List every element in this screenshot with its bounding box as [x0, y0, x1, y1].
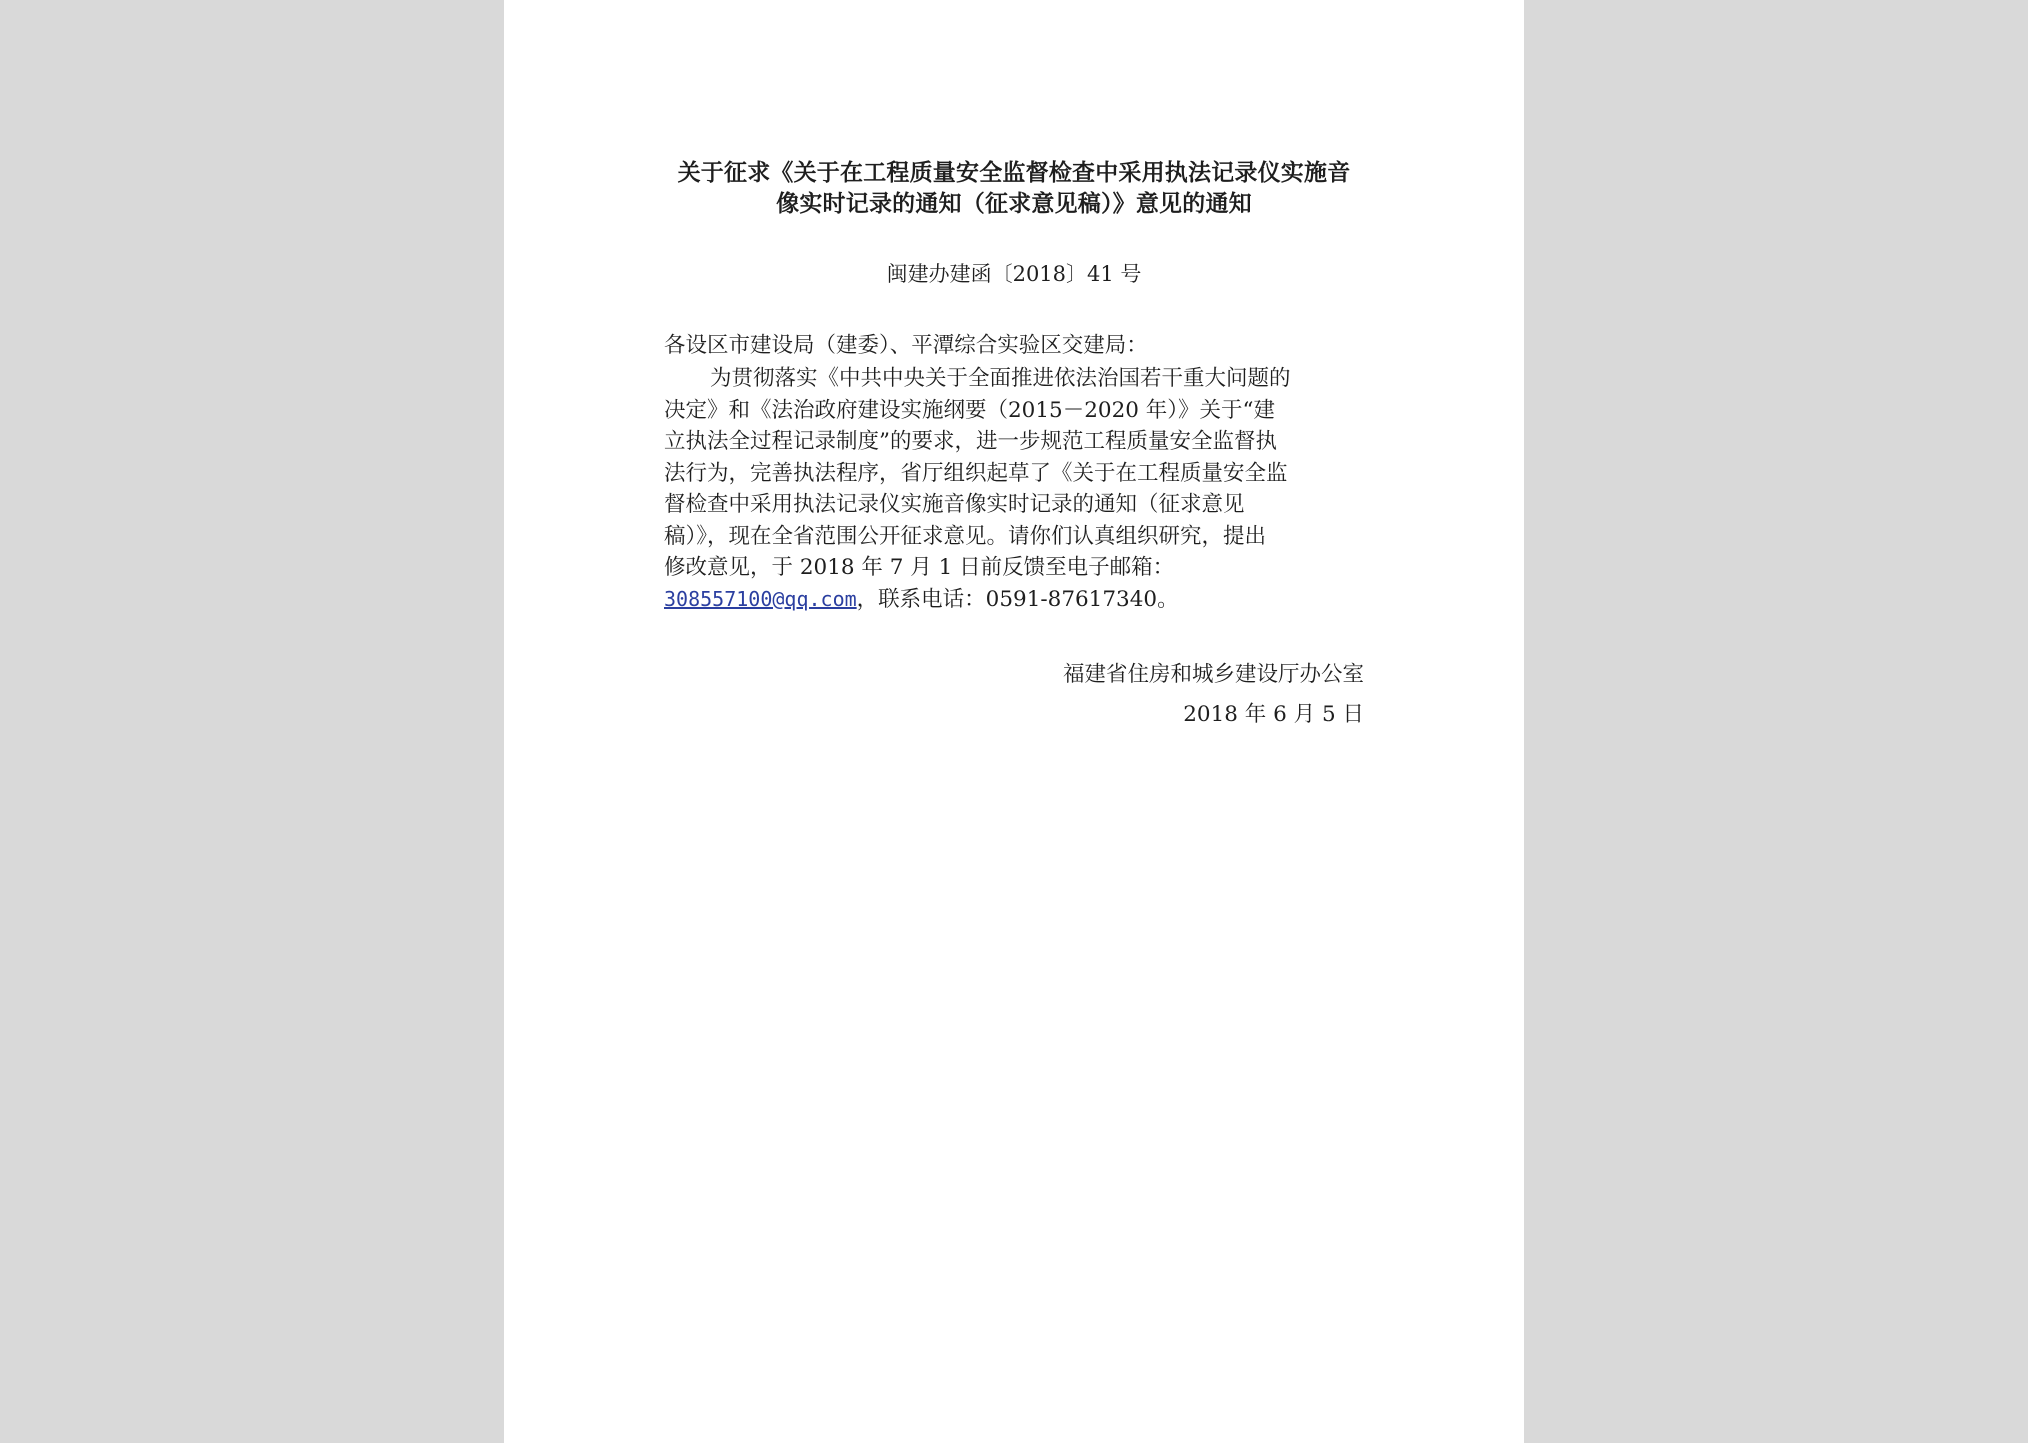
body-line: 督检查中采用执法记录仪实施音像实时记录的通知（征求意见 [664, 492, 1245, 517]
body-line: 决定》和《法治政府建设实施纲要（2015－2020 年）》关于“建 [664, 397, 1276, 423]
document-page [504, 0, 1524, 1443]
title-line: 关于征求《关于在工程质量安全监督检查中采用执法记录仪实施音 [677, 160, 1351, 186]
title-line: 像实时记录的通知（征求意见稿）》意见的通知 [776, 191, 1252, 217]
body-paragraph [664, 363, 1364, 615]
salutation: 各设区市建设局（建委）、平潭综合实验区交建局： [664, 333, 1148, 358]
signature-block [664, 655, 1364, 735]
contact-phone-text: ，联系电话：0591-87617340。 [856, 586, 1179, 612]
email-link[interactable]: 308557100@qq.com [664, 586, 857, 611]
body-line: 法行为，完善执法程序，省厅组织起草了《关于在工程质量安全监 [664, 460, 1288, 486]
body-line: 立执法全过程记录制度”的要求，进一步规范工程质量安全监督执 [664, 429, 1277, 454]
body-line: 为贯彻落实《中共中央关于全面推进依法治国若干重大问题的 [710, 366, 1291, 391]
signature-date: 2018 年 6 月 5 日 [1183, 702, 1364, 727]
signature-organization: 福建省住房和城乡建设厅办公室 [1062, 662, 1364, 687]
body-line: 稿）》，现在全省范围公开征求意见。请你们认真组织研究，提出 [664, 523, 1267, 549]
document-number: 闽建办建函〔2018〕41 号 [886, 262, 1142, 286]
document-content [664, 158, 1364, 735]
document-title [664, 158, 1364, 220]
contact-line [664, 584, 1364, 616]
body-line: 修改意见，于 2018 年 7 月 1 日前反馈至电子邮箱： [664, 555, 1175, 580]
